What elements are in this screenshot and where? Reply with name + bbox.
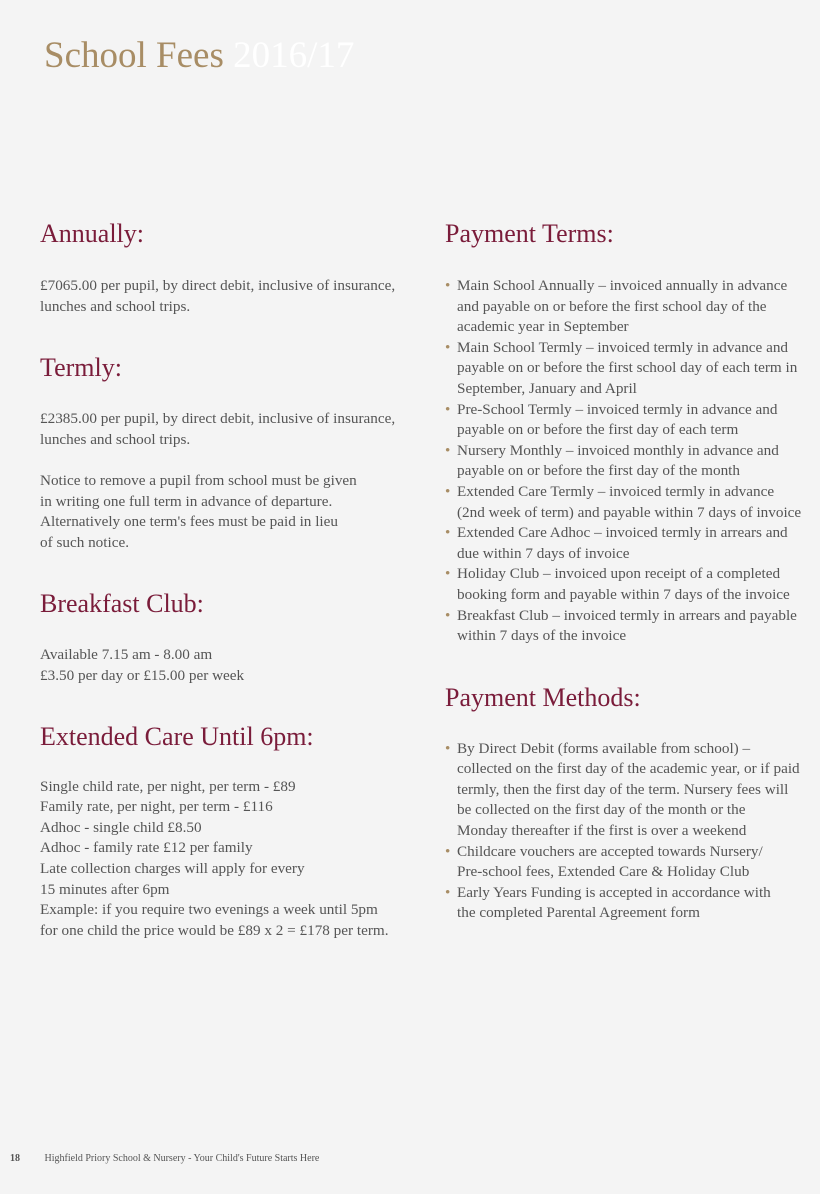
text-line: Family rate, per night, per term - £116 [40,798,273,816]
bullet-icon: • [445,565,451,583]
text-line: Available 7.15 am - 8.00 am [40,646,213,664]
payment-terms-list [445,276,815,647]
text-line: booking form and payable within 7 days of the invoice [457,585,790,603]
left-column [40,214,420,941]
page-footer [10,1152,319,1166]
text-line: due within 7 days of invoice [457,544,630,562]
heading-breakfast-club: Breakfast Club: [40,589,204,619]
text-line: Single child rate, per night, per term - £89 [40,777,296,795]
page-title [44,34,354,78]
text-line: (2nd week of term) and payable within 7 days of invoice [457,503,802,521]
right-column [445,214,815,924]
breakfast-club-text [40,645,420,686]
text-line: Early Years Funding is accepted in accordance with [457,883,771,901]
text-line: Adhoc - family rate £12 per family [40,839,253,857]
text-line: Monday thereafter if the first is over a weekend [457,822,747,840]
extended-care-text [40,777,420,942]
list-item [445,523,815,564]
heading-termly: Termly: [40,353,122,383]
section-breakfast-club [40,584,420,686]
text-line: Extended Care Adhoc – invoiced termly in arrears and [457,524,788,542]
heading-payment-methods: Payment Methods: [445,682,641,712]
text-line: Notice to remove a pupil from school must be given [40,471,357,489]
section-payment-methods [445,678,815,924]
text-line: Holiday Club – invoiced upon receipt of a completed [457,565,781,583]
bullet-icon: • [445,739,451,757]
text-line: Extended Care Termly – invoiced termly in advance [457,482,775,500]
bullet-icon: • [445,883,451,901]
text-line: Nursery Monthly – invoiced monthly in advance and [457,441,779,459]
bullet-icon: • [445,524,451,542]
list-item [445,842,815,883]
text-line: Pre-school fees, Extended Care & Holiday Club [457,863,750,881]
text-line: Late collection charges will apply for every [40,859,305,877]
text-line: Alternatively one term's fees must be paid in lieu [40,513,338,531]
page-title-year: 2016/17 [233,35,355,76]
text-line: £7065.00 per pupil, by direct debit, inclusive of insurance, [40,277,396,294]
text-line: for one child the price would be £89 x 2 = £178 per term. [40,921,389,939]
text-line: payable on or before the first day of each term [457,421,739,439]
text-line: in writing one full term in advance of departure. [40,492,333,510]
list-item [445,883,815,924]
heading-payment-terms: Payment Terms: [445,219,614,248]
text-line: £2385.00 per pupil, by direct debit, inclusive of insurance, [40,410,396,428]
text-line: Pre-School Termly – invoiced termly in advance and [457,400,778,418]
text-line: £3.50 per day or £15.00 per week [40,666,245,684]
text-line: September, January and April [457,379,637,397]
list-item [445,482,815,523]
text-line: Main School Annually – invoiced annually in advance [457,277,788,294]
text-line: of such notice. [40,533,129,551]
page-title-main: School Fees [44,35,224,76]
text-line: the completed Parental Agreement form [457,904,700,922]
payment-methods-list [445,739,815,924]
text-line: payable on or before the first school day of each term in [457,359,798,377]
text-line: lunches and school trips. [40,297,191,315]
text-line: Adhoc - single child £8.50 [40,818,202,836]
section-annually [40,214,420,317]
list-item [445,276,815,338]
text-line: 15 minutes after 6pm [40,880,170,898]
bullet-icon: • [445,842,451,860]
list-item [445,441,815,482]
bullet-icon: • [445,338,451,356]
list-item [445,400,815,441]
text-line: Breakfast Club – invoiced termly in arrears and payable [457,606,797,624]
text-line: and payable on or before the first school day of the [457,297,767,315]
section-extended-care [40,717,420,942]
list-item [445,338,815,400]
text-line: By Direct Debit (forms available from school) – [457,739,751,757]
section-termly [40,348,420,553]
list-item [445,564,815,605]
text-line: Main School Termly – invoiced termly in advance and [457,338,789,356]
text-line: termly, then the first day of the term. Nursery fees will [457,780,789,798]
text-line: Childcare vouchers are accepted towards Nursery/ [457,842,763,860]
text-line: Example: if you require two evenings a week until 5pm [40,901,378,919]
heading-annually: Annually: [40,219,144,248]
annually-fee-text [40,276,420,317]
termly-notice-text [40,471,420,553]
bullet-icon: • [445,606,451,624]
text-line: collected on the first day of the academic year, or if paid [457,760,800,778]
heading-extended-care: Extended Care Until 6pm: [40,721,314,751]
text-line: lunches and school trips. [40,430,191,448]
termly-fee-text [40,409,420,450]
text-line: be collected on the first day of the month or the [457,801,746,819]
section-payment-terms [445,214,815,647]
list-item [445,606,815,647]
bullet-icon: • [445,400,451,418]
list-item [445,739,815,842]
page-number: 18 [10,1153,20,1164]
text-line: academic year in September [457,318,629,336]
bullet-icon: • [445,482,451,500]
text-line: within 7 days of the invoice [457,627,627,645]
bullet-icon: • [445,441,451,459]
bullet-icon: • [445,277,451,294]
footer-text: Highfield Priory School & Nursery - Your Child's Future Starts Here [44,1153,320,1164]
text-line: payable on or before the first day of the month [457,462,740,480]
